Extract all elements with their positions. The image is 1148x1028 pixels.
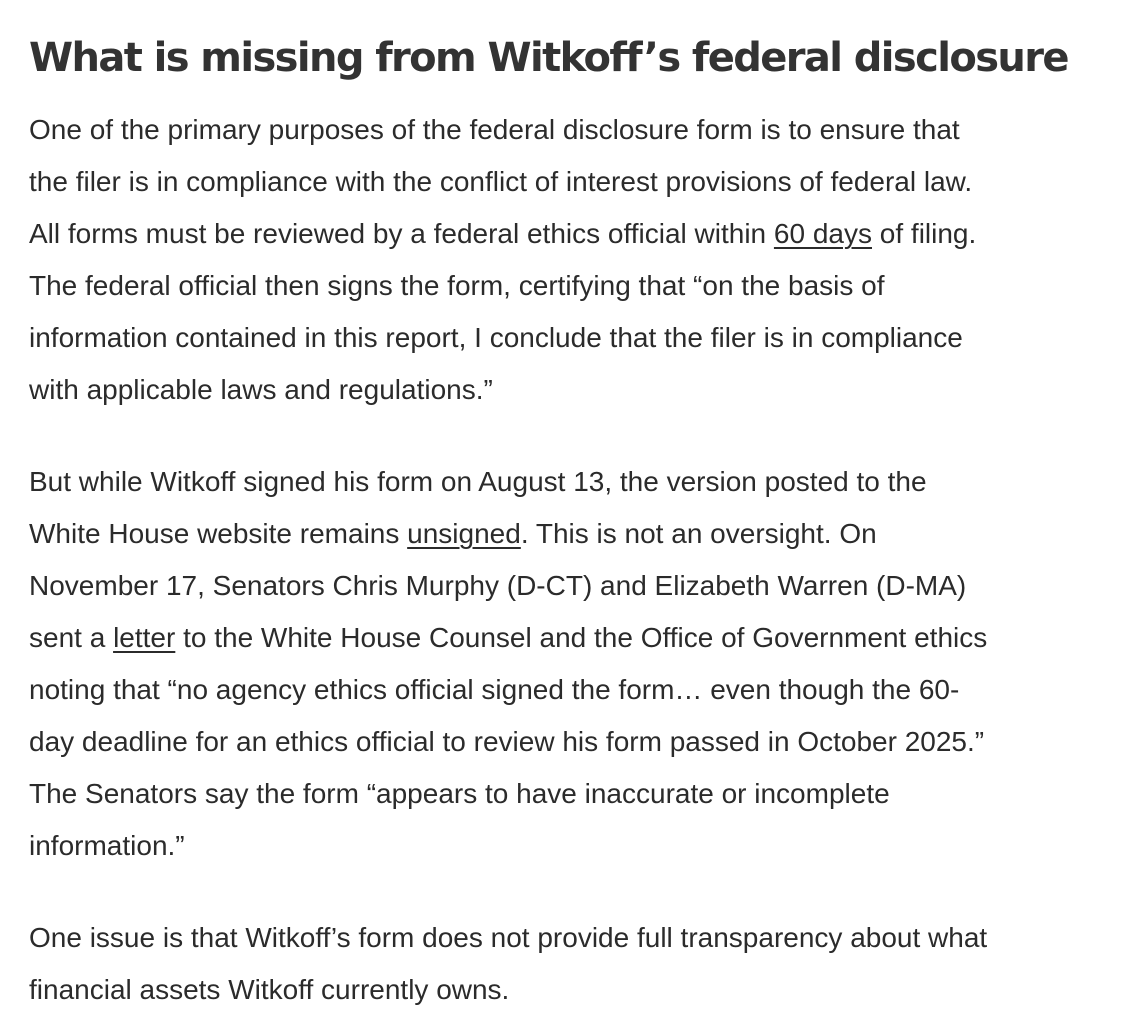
paragraph-2	[29, 456, 1141, 872]
article-body	[29, 28, 1141, 1016]
paragraph-1	[29, 104, 1141, 416]
paragraph-1-line-4: The federal official then signs the form, certifying that “on the basis of	[29, 270, 885, 301]
paragraph-2-line-3: November 17, Senators Chris Murphy (D-CT) and Elizabeth Warren (D-MA)	[29, 570, 967, 601]
paragraph-1-line-3	[29, 208, 1141, 260]
paragraph-2-line-2-before: White House website remains	[29, 518, 408, 549]
unsigned-link[interactable]: unsigned	[407, 518, 521, 549]
paragraph-1-line-3-after: of filing.	[872, 218, 977, 249]
paragraph-2-line-1: But while Witkoff signed his form on August 13, the version posted to the	[29, 466, 927, 497]
paragraph-2-line-2-after: . This is not an oversight. On	[520, 518, 877, 549]
paragraph-2-line-2	[29, 508, 1141, 560]
paragraph-2-line-4	[29, 612, 1141, 664]
paragraph-2-line-7: The Senators say the form “appears to have inaccurate or incomplete	[29, 778, 890, 809]
paragraph-1-line-1: One of the primary purposes of the federal disclosure form is to ensure that	[29, 114, 960, 145]
paragraph-2-line-5: noting that “no agency ethics official signed the form… even though the 60-	[29, 674, 960, 705]
paragraph-3	[29, 912, 1141, 1016]
paragraph-1-line-3-before: All forms must be reviewed by a federal ethics official within	[29, 218, 774, 249]
paragraph-1-line-2: the filer is in compliance with the conflict of interest provisions of federal law.	[29, 166, 973, 197]
letter-link[interactable]: letter	[113, 622, 176, 653]
paragraph-2-line-6: day deadline for an ethics official to review his form passed in October 2025.”	[29, 726, 985, 757]
section-heading: What is missing from Witkoff’s federal disclosure	[29, 35, 1068, 81]
sixty-days-link[interactable]: 60 days	[773, 218, 872, 249]
paragraph-1-line-6: with applicable laws and regulations.”	[29, 374, 493, 405]
paragraph-2-line-4-after: to the White House Counsel and the Office of Government ethics	[175, 622, 988, 653]
paragraph-2-line-4-before: sent a	[29, 622, 114, 653]
paragraph-1-line-5: information contained in this report, I conclude that the filer is in compliance	[29, 322, 963, 353]
paragraph-3-line-2: financial assets Witkoff currently owns.	[29, 974, 510, 1005]
paragraph-3-line-1: One issue is that Witkoff’s form does not provide full transparency about what	[29, 922, 988, 953]
paragraph-2-line-8: information.”	[29, 830, 185, 861]
